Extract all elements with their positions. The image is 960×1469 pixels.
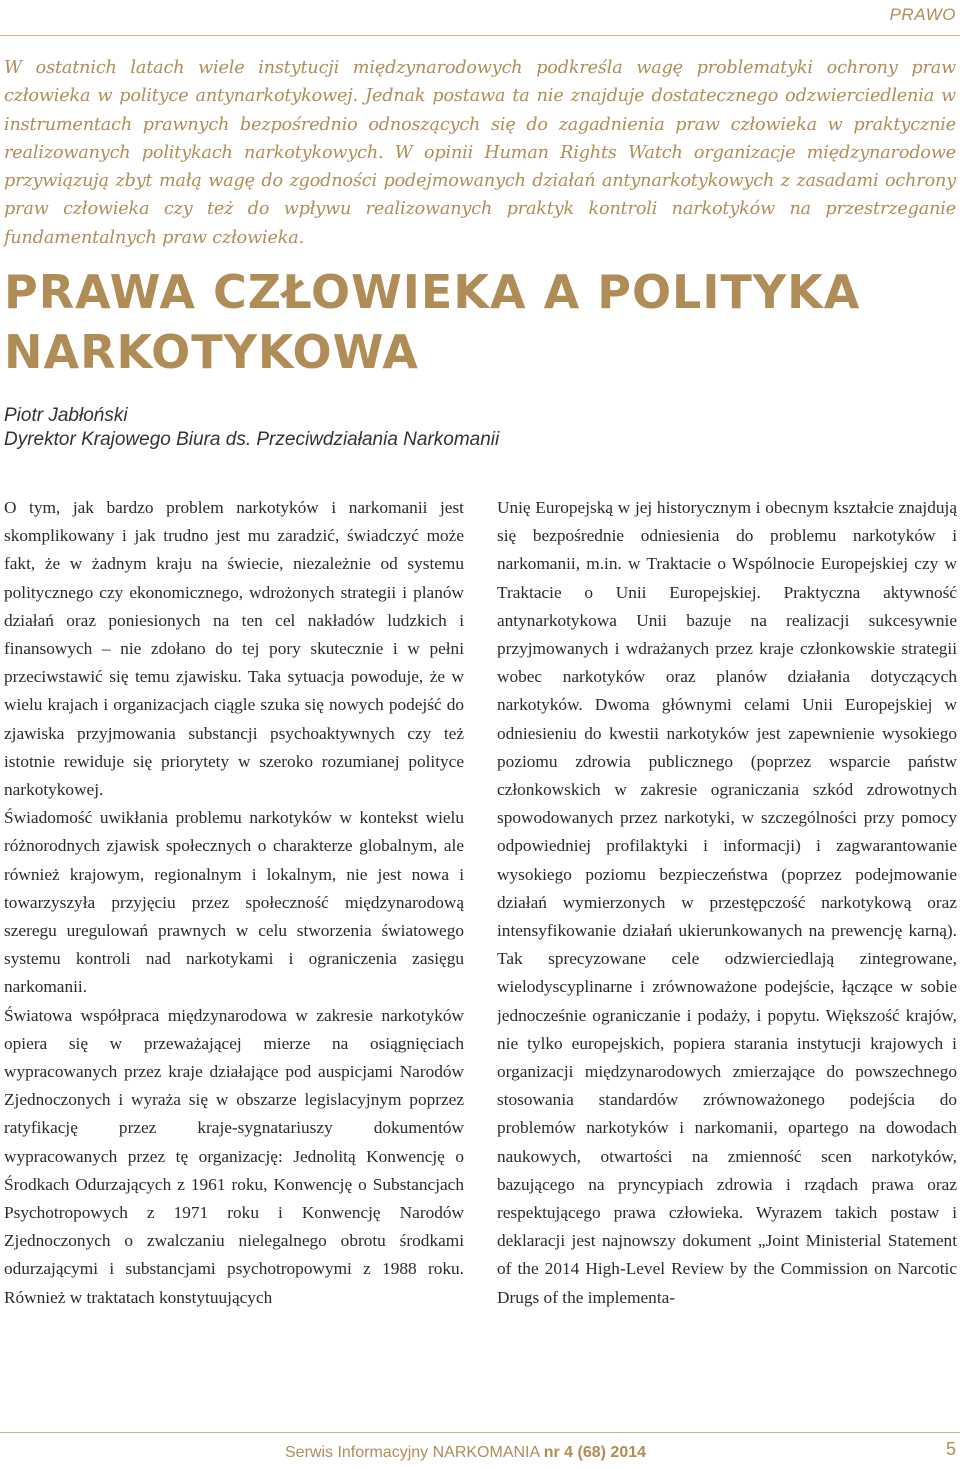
body-column-left: [4, 494, 464, 1404]
lead-paragraph: W ostatnich latach wiele instytucji międzynarodowych podkreśla wagę problematyki ochrony praw człowieka w polityce antynarkotykowej. Jednak postawa ta nie znajduje dostatecznego odzwierciedlenia w instrumentach prawnych bezpośrednio odnoszących się do zagadnienia praw człowieka w praktycznie realizowanych politykach narkotykowych. W opinii Human Rights Watch organizacje międzynarodowe przywiązują zbyt małą wagę do zgodności podejmowanych działań antynarkotykowych z zasadami ochrony praw człowieka czy też do wpływu realizowanych praktyk kontroli narkotyków na przestrzeganie fundamentalnych praw człowieka.: [4, 58, 956, 248]
article-title: PRAWA CZŁOWIEKA A POLITYKA NARKOTYKOWA: [4, 265, 861, 379]
publication-name: Serwis Informacyjny NARKOMANIA: [285, 1444, 544, 1461]
body-paragraph: O tym, jak bardzo problem narkotyków i narkomanii jest skomplikowany i jak trudno jest mu zaradzić, świadczyć może fakt, że w żadnym kraju na świecie, niezależnie od systemu politycznego czy ekonomicznego, wdrożonych strategii i planów działań oraz poniesionych na ten cel nakładów ludzkich i finansowych – nie zdołano do tej pory skutecznie i w pełni przeciwstawić się temu zjawisku. Taka sytuacja powoduje, że w wielu krajach i organizacjach ciągle szuka się nowych podejść do zjawiska przyjmowania substancji psychoaktywnych czy też istotnie rewiduje się priorytety w szeroko rozumianej polityce narkotykowej.: [4, 498, 464, 800]
body-paragraph: Świadomość uwikłania problemu narkotyków w kontekst wielu różnorodnych zjawisk społecznych o charakterze globalnym, ale również krajowym, regionalnym i lokalnym, nie jest nowa i towarzyszyła przyjęciu przez społeczność międzynarodową szeregu uregulowań prawnych w celu stworzenia światowego systemu kontroli nad narkotykami i ograniczenia zasięgu narkomanii.: [4, 808, 464, 997]
top-divider: [0, 35, 960, 36]
author-block: [4, 404, 904, 452]
body-column-right: [497, 494, 957, 1404]
footer-publication: [285, 1444, 646, 1462]
bottom-divider: [0, 1432, 960, 1433]
author-name: Piotr Jabłoński: [4, 405, 128, 426]
page-number: 5: [945, 1439, 956, 1459]
body-paragraph: Światowa współpraca międzynarodowa w zakresie narkotyków opiera się w przeważającej mierze na osiągnięciach wypracowanych przez kraje działające pod auspicjami Narodów Zjednoczonych i wyraża się w obszarze legislacyjnym poprzez ratyfikację przez kraje-sygnatariuszy dokumentów wypracowanych przez tę organizację: Jednolitą Konwencję o Środkach Odurzających z 1961 roku, Konwencję o Substancjach Psychotropowych z 1971 roku i Konwencję Narodów Zjednoczonych o zwalczaniu nielegalnego obrotu środkami odurzającymi i substancjami psychotropowymi z 1988 roku. Również w traktatach konstytuujących: [4, 1005, 464, 1307]
issue-number: nr 4 (68) 2014: [543, 1444, 647, 1461]
section-label: PRAWO: [889, 5, 956, 24]
body-paragraph: Unię Europejską w jej historycznym i obecnym kształcie znajdują się bezpośrednie odniesienia do problemu narkotyków i narkomanii, m.in. w Traktacie o Wspólnocie Europejskiej czy w Traktacie o Unii Europejskiej. Praktyczna aktywność antynarkotykowa Unii bazuje na realizacji sukcesywnie przyjmowanych i wdrażanych przez kraje członkowskie strategii wobec narkotyków oraz planów działania dotyczących narkotyków. Dwoma głównymi celami Unii Europejskiej w odniesieniu do kwestii narkotyków jest zapewnienie wysokiego poziomu zdrowia publicznego (poprzez wsparcie państw członkowskich w zakresie ograniczania szkód zdrowotnych spowodowanych przez narkotyki, w szczególności przy pomocy odpowiedniej profilaktyki i informacji) i zagwarantowanie wysokiego poziomu bezpieczeństwa (poprzez podejmowanie działań wymierzonych w przestępczość narkotykową oraz intensyfikowanie działań ukierunkowanych na prewencję karną). Tak sprecyzowane cele odzwierciedlają zintegrowane, wielodyscyplinarne i zrównoważone podejście, łączące w sobie jednocześnie ograniczanie i podaży, i popytu. Większość krajów, nie tylko europejskich, popiera starania instytucji krajowych i organizacji międzynarodowych zmierzające do powszechnego stosowania standardów zrównoważonego podejścia do problemów narkotyków i narkomanii, opartego na dowodach naukowych, otwartości na zmienność scen narkotyków, bazującego na pryncypiach zdrowia i rządach prawa oraz respektującego prawa człowieka. Wyrazem takich postaw i deklaracji jest najnowszy dokument „Joint Ministerial Statement of the 2014 High-Level Review by the Commission on Narcotic Drugs of the implementa-: [497, 498, 957, 1307]
author-role: Dyrektor Krajowego Biura ds. Przeciwdziałania Narkomanii: [4, 429, 500, 450]
